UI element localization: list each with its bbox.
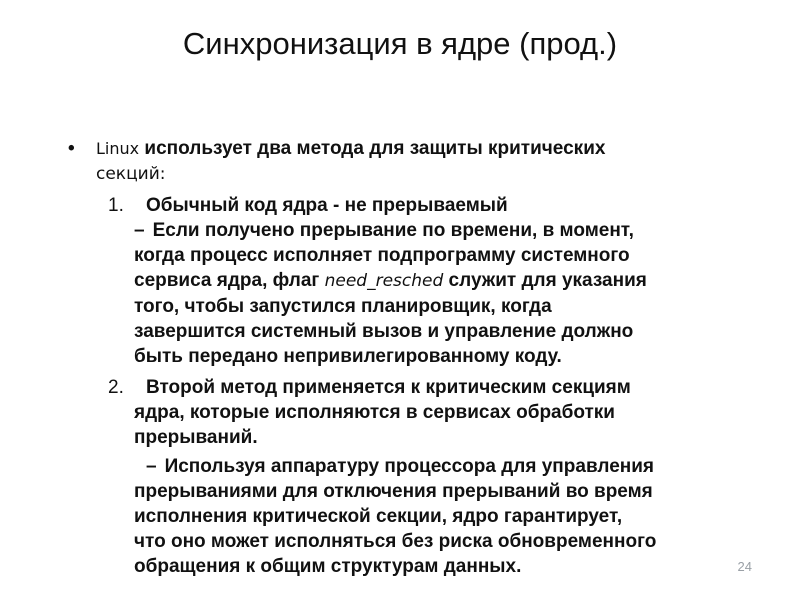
item-line: что оно может исполняться без риска обновременного (134, 531, 657, 552)
item-number: 1. (108, 195, 124, 216)
item-line-text: Если получено прерывание по времени, в момент, (152, 220, 634, 241)
list-item-2 (62, 375, 762, 579)
item-heading: Обычный код ядра - не прерываемый (146, 195, 508, 216)
dash-marker: – (134, 220, 145, 241)
slide-body (62, 136, 762, 579)
item-line-text: Используя аппаратуру процессора для управления (164, 456, 655, 477)
item-line (134, 454, 762, 479)
item-heading-cont: ядра, которые исполняются в сервисах обработки (134, 402, 615, 423)
dash-marker: – (146, 456, 157, 477)
need-resched-flag: need_resched (324, 271, 444, 291)
bullet-text-end: секций: (96, 164, 166, 184)
item-line-text: служит для указания (443, 270, 647, 291)
item-line (134, 268, 762, 294)
item-heading-cont: прерываний. (134, 427, 258, 448)
slide-title: Синхронизация в ядре (прод.) (182, 26, 618, 61)
linux-term: Linux (96, 139, 140, 158)
bullet-item (62, 136, 762, 187)
item-line: быть передано непривилегированному коду. (134, 346, 562, 367)
page-number: 24 (737, 559, 752, 574)
item-number: 2. (108, 377, 124, 398)
bullet-text: использует два метода для защиты критических (139, 138, 606, 159)
item-line-text: сервиса ядра, флаг (134, 270, 325, 291)
item-heading: Второй метод применяется к критическим секциям (146, 377, 631, 398)
item-line (134, 218, 762, 243)
item-line: завершится системный вызов и управление должно (134, 321, 634, 342)
item-line: обращения к общим структурам данных. (134, 556, 522, 577)
item-line: прерываниями для отключения прерываний во время (134, 481, 653, 502)
item-line: когда процесс исполняет подпрограмму системного (134, 245, 630, 266)
item-line: того, чтобы запустился планировщик, когда (134, 296, 552, 317)
item-line: исполнения критической секции, ядро гарантирует, (134, 506, 623, 527)
bullet-text-line-2 (96, 161, 762, 187)
bullet-marker: • (68, 138, 75, 159)
bullet-text-line-1 (96, 136, 762, 161)
list-item-1 (62, 193, 762, 369)
